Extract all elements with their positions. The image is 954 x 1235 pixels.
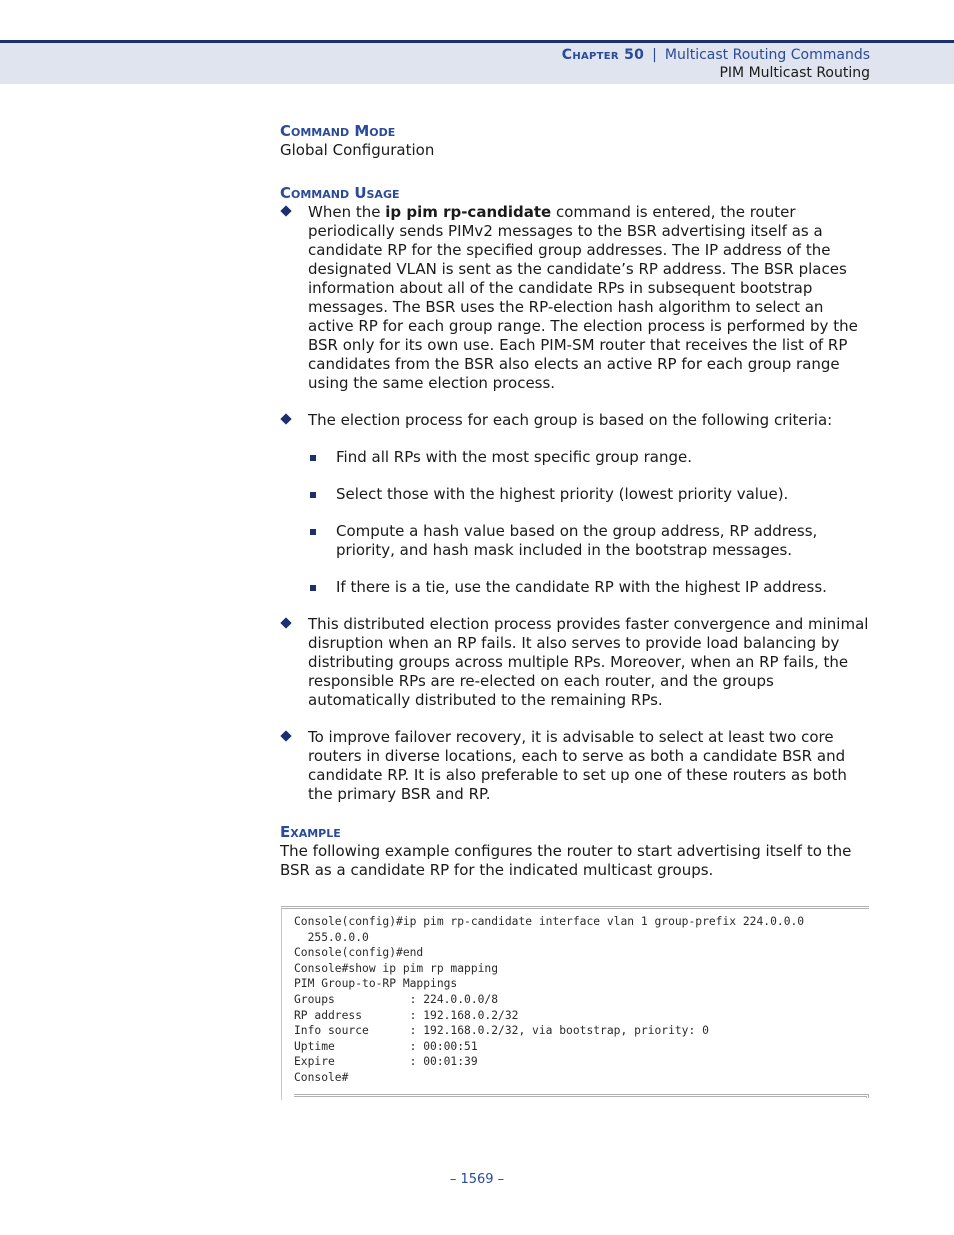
usage-list <box>280 203 870 804</box>
square-bullet-icon <box>310 585 316 591</box>
bullet-text: This distributed election process provides faster convergence and minimal disruption when an RP fails. It also serves to provide load balancing by distributing groups across multiple RPs. Moreover, when an RP fails, the responsible RPs are re-elected on each router, and the groups automatically distributed to the remaining RPs. <box>308 615 869 709</box>
usage-bullet-2 <box>280 411 870 597</box>
criteria-item <box>308 448 870 467</box>
diamond-bullet-icon <box>280 413 291 424</box>
example-heading: Example <box>280 823 341 841</box>
main-content <box>280 121 870 880</box>
bullet-text-pre: When the <box>308 203 386 221</box>
section-title: PIM Multicast Routing <box>719 65 870 81</box>
chapter-title: Multicast Routing Commands <box>664 47 870 63</box>
bullet-text: To improve failover recovery, it is advisable to select at least two core routers in diverse locations, each to serve as both a candidate BSR and candidate RP. It is also preferable to set up one of these routers as both the primary BSR and RP. <box>308 728 847 803</box>
page-header <box>0 40 954 84</box>
criteria-item <box>308 485 870 504</box>
code-block: Console(config)#ip pim rp-candidate interface vlan 1 group-prefix 224.0.0.0 255.0.0.0 Console(config)#end Console#show ip pim rp mapping PIM Group-to-RP Mappings Groups : 224.0.0.0/8 RP address : 192.168.0.2/32 Info source : 192.168.0.2/32, via bootstrap, priority: 0 Uptime : 00:00:51 Expire : 00:01:39 Console# <box>294 915 805 1084</box>
criteria-text: Find all RPs with the most specific group range. <box>336 448 692 466</box>
criteria-text: If there is a tie, use the candidate RP with the highest IP address. <box>336 578 827 596</box>
chapter-label: Chapter 50 <box>561 47 645 63</box>
criteria-item <box>308 522 870 560</box>
page-number: – 1569 – <box>449 1172 505 1187</box>
command-mode-heading: Command Mode <box>280 122 396 140</box>
example-text: The following example configures the router to start advertising itself to the BSR as a candidate RP for the indicated multicast groups. <box>280 842 852 879</box>
criteria-list <box>308 448 870 597</box>
usage-bullet-4 <box>280 728 870 804</box>
criteria-text: Select those with the highest priority (lowest priority value). <box>336 485 789 503</box>
bullet-text: The election process for each group is based on the following criteria: <box>308 411 833 429</box>
criteria-text: Compute a hash value based on the group address, RP address, priority, and hash mask included in the bootstrap messages. <box>336 522 818 559</box>
usage-bullet-3 <box>280 615 870 710</box>
square-bullet-icon <box>310 455 316 461</box>
square-bullet-icon <box>310 529 316 535</box>
header-separator: | <box>652 47 657 63</box>
diamond-bullet-icon <box>280 730 291 741</box>
square-bullet-icon <box>310 492 316 498</box>
usage-bullet-1 <box>280 203 870 393</box>
command-mode-text: Global Configuration <box>280 141 435 159</box>
command-name: ip pim rp-candidate <box>385 203 552 221</box>
command-usage-heading: Command Usage <box>280 184 400 202</box>
code-block-bottom-border <box>294 1094 869 1098</box>
diamond-bullet-icon <box>280 617 291 628</box>
header-chapter-line <box>562 47 870 63</box>
bullet-text-post: command is entered, the router periodically sends PIMv2 messages to the BSR advertising itself as a candidate RP for the specified group addresses. The IP address of the designated VLAN is sent as the candidate’s RP address. The BSR places information about all of the candidate RPs in subsequent bootstrap messages. The BSR uses the RP-election hash algorithm to select an active RP for each group range. The election process is performed by the BSR only for its own use. Each PIM-SM router that receives the list of RP candidates from the BSR also elects an active RP for each group range using the same election process. <box>308 203 858 392</box>
criteria-item <box>308 578 870 597</box>
diamond-bullet-icon <box>280 205 291 216</box>
